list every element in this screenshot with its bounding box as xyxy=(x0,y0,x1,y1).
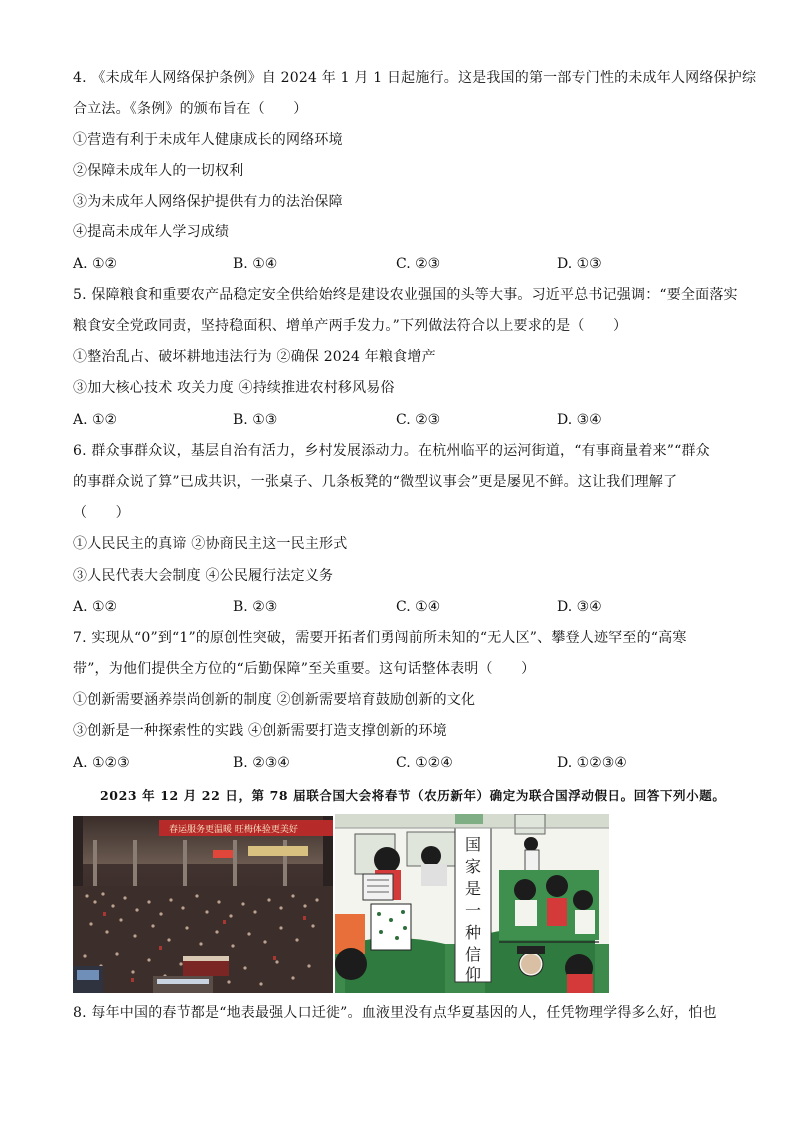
q6-option-a: A. ①② xyxy=(73,599,118,615)
q6-option-b: B. ②③ xyxy=(233,599,278,615)
q6-items-line2: ③人民代表大会制度 ④公民履行法定义务 xyxy=(73,568,334,584)
q6-option-c: C. ①④ xyxy=(396,599,441,615)
q5-items-line2: ③加大核心技术 攻关力度 ④持续推进农村移风易俗 xyxy=(73,380,395,396)
q5-items-line1: ①整治乱占、破坏耕地违法行为 ②确保 2024 年粮食增产 xyxy=(73,349,436,365)
q5-option-b: B. ①③ xyxy=(233,412,278,428)
poster-vertical-text xyxy=(465,835,481,984)
q7-option-d: D. ①②③④ xyxy=(557,755,627,771)
poster-char-7: 仰 xyxy=(464,965,482,984)
q6-option-d: D. ③④ xyxy=(557,599,602,615)
q4-item-3: ③为未成年人网络保护提供有力的法治保障 xyxy=(73,194,343,210)
q7-option-a: A. ①②③ xyxy=(73,755,130,771)
q7-stem-line1: 7. 实现从“0”到“1”的原创性突破，需要开拓者们勇闯前所未知的“无人区”、攀登人迹罕至的“高寒 xyxy=(73,630,687,646)
q5-option-c: C. ②③ xyxy=(396,412,441,428)
poster-char-2: 家 xyxy=(464,857,482,876)
poster-char-4: 一 xyxy=(464,901,482,920)
poster-char-6: 信 xyxy=(464,945,482,964)
q6-items-line1: ①人民民主的真谛 ②协商民主这一民主形式 xyxy=(73,536,348,552)
q4-stem-line1: 4. 《未成年人网络保护条例》自 2024 年 1 月 1 日起施行。这是我国的第一部专门性的未成年人网络保护综 xyxy=(73,70,757,86)
q7-option-c: C. ①②④ xyxy=(396,755,453,771)
poster-char-1: 国 xyxy=(464,835,482,854)
q4-item-1: ①营造有利于未成年人健康成长的网络环境 xyxy=(73,132,343,148)
q5-option-a: A. ①② xyxy=(73,412,118,428)
q7-items-line2: ③创新是一种探索性的实践 ④创新需要打造支撑创新的环境 xyxy=(73,723,447,739)
poster-char-3: 是 xyxy=(464,879,482,898)
q4-option-a: A. ①② xyxy=(73,256,118,272)
q5-stem-line1: 5. 保障粮食和重要农产品稳定安全供给始终是建设农业强国的头等大事。习近平总书记强调：“要全面落实 xyxy=(73,287,738,303)
q6-stem-line3: （ ） xyxy=(73,505,130,521)
q7-stem-line2: 带”，为他们提供全方位的“后勤保障”至关重要。这句话整体表明（ ） xyxy=(73,661,536,677)
q4-stem-line2: 合立法。《条例》的颁布旨在（ ） xyxy=(73,101,308,117)
spring-festival-train-illustration xyxy=(335,814,609,993)
q5-option-d: D. ③④ xyxy=(557,412,602,428)
q6-stem-line2: 的事群众说了算”已成共识，一张桌子、几条板凳的“微型议事会”更是屡见不鲜。这让我们理解了 xyxy=(73,474,678,490)
material-intro: 2023 年 12 月 22 日，第 78 届联合国大会将春节（农历新年）确定为联合国浮动假日。回答下列小题。 xyxy=(100,788,726,803)
q4-option-d: D. ①③ xyxy=(557,256,602,272)
q8-stem-line1: 8. 每年中国的春节都是“地表最强人口迁徙”。血液里没有点华夏基因的人，任凭物理学得多么好，怕也 xyxy=(73,1005,717,1021)
q7-option-b: B. ②③④ xyxy=(233,755,290,771)
q4-option-b: B. ①④ xyxy=(233,256,278,272)
poster-char-5: 种 xyxy=(464,923,482,942)
q4-item-2: ②保障未成年人的一切权利 xyxy=(73,163,244,179)
q7-items-line1: ①创新需要涵养崇尚创新的制度 ②创新需要培育鼓励创新的文化 xyxy=(73,692,476,708)
q6-stem-line1: 6. 群众事群众议，基层自治有活力，乡村发展添动力。在杭州临平的运河街道，“有事商量着来”“群众 xyxy=(73,443,710,459)
q5-stem-line2: 粮食安全党政同责，坚持稳面积、增单产两手发力。”下列做法符合以上要求的是（ ） xyxy=(73,318,628,334)
station-banner-text: 春运服务更温暖 旺梅体验更美好 xyxy=(169,825,298,835)
q4-option-c: C. ②③ xyxy=(396,256,441,272)
q4-item-4: ④提高未成年人学习成绩 xyxy=(73,224,230,240)
station-crowd-photo xyxy=(73,816,333,993)
